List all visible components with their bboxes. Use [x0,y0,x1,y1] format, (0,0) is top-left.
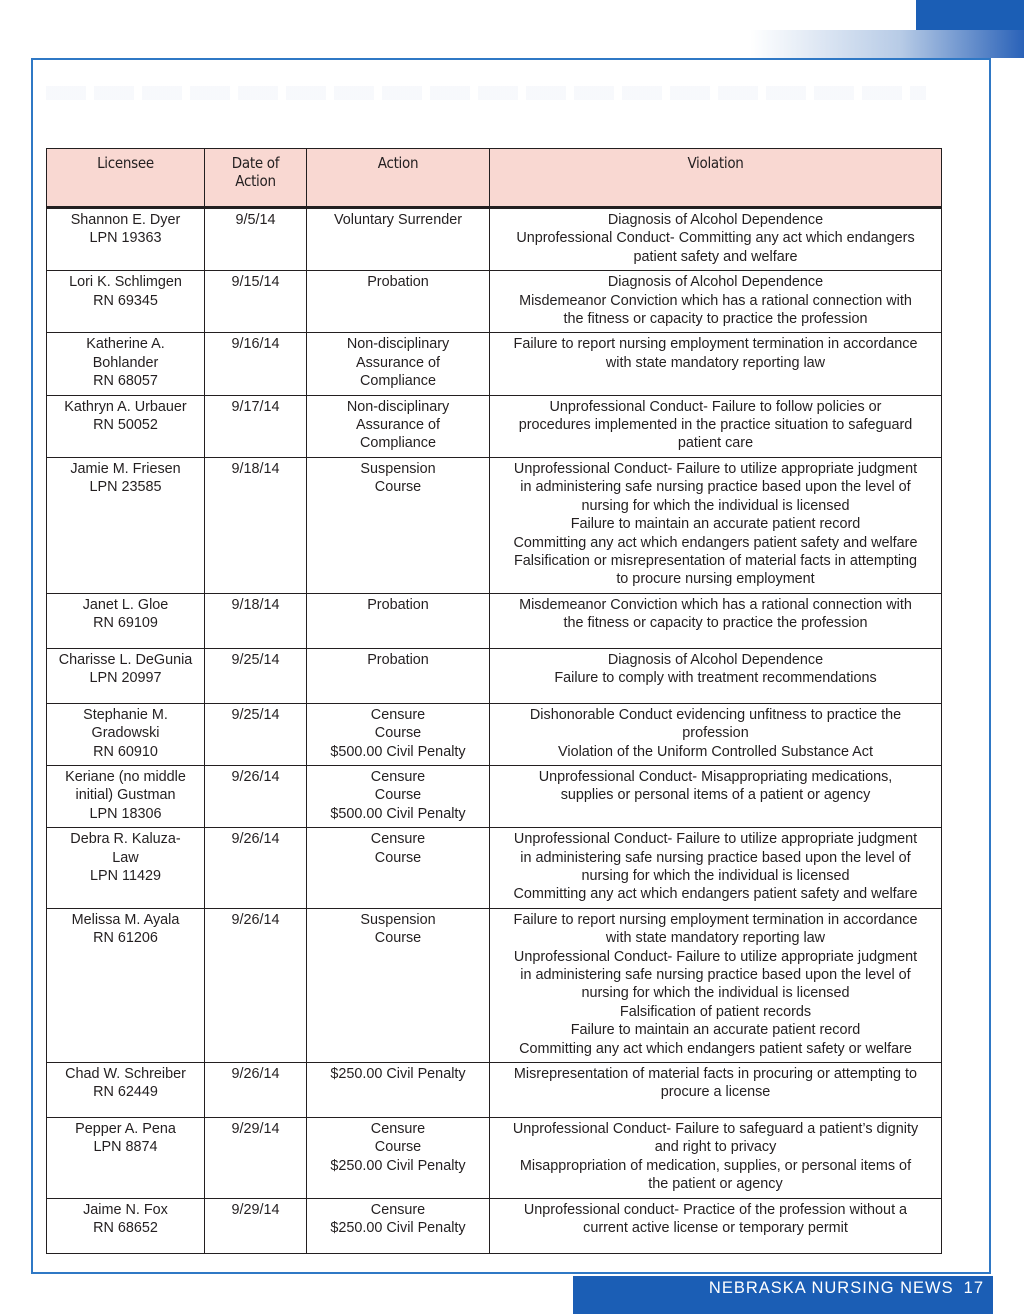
licensee-line: LPN 8874 [93,1139,158,1156]
licensee-cell [47,1198,205,1253]
violation-cell [490,395,942,457]
action-line: Compliance [360,435,436,452]
violation-line: to procure nursing employment [616,571,815,588]
violation-line: with state mandatory reporting law [605,354,826,371]
date-cell: 9/26/14 [205,828,307,909]
header-violation: Violation [490,149,942,208]
licensee-line: Shannon E. Dyer [70,212,181,228]
violation-line: Unprofessional Conduct- Failure to follow policies or [549,398,882,415]
table-row [47,1118,942,1199]
violation-line: procure a license [660,1084,771,1101]
licensee-line: Pepper A. Pena [75,1121,176,1138]
date-cell: 9/5/14 [205,208,307,271]
action-cell [307,395,490,457]
violation-line: Committing any act which endangers patient safety and welfare [513,534,918,551]
table-body [47,208,942,1254]
violation-cell [490,765,942,827]
licensee-cell [47,333,205,395]
action-line: Assurance of [356,417,440,434]
violation-cell [490,1063,942,1118]
violation-cell [490,828,942,909]
violation-line: Falsification or misrepresentation of material facts in attempting [513,552,918,569]
violation-line: Failure to report nursing employment termination in accordance [513,911,918,928]
table-row [47,1198,942,1253]
table-header-row [47,149,942,208]
action-cell [307,908,490,1062]
violation-line: Committing any act which endangers patient safety and welfare [513,886,918,903]
action-cell [307,1118,490,1199]
licensee-cell [47,828,205,909]
action-line: Censure [370,768,426,785]
action-line: $500.00 Civil Penalty [330,805,466,822]
table-row [47,908,942,1062]
action-cell [307,703,490,765]
action-line: Censure [370,1121,426,1138]
violation-line: Falsification of patient records [619,1003,812,1020]
action-cell [307,648,490,703]
action-line: Course [374,930,422,947]
date-cell: 9/26/14 [205,1063,307,1118]
violation-line: Diagnosis of Alcohol Dependence [607,212,824,228]
violation-line: Misdemeanor Conviction which has a rational connection with [519,596,912,613]
licensee-cell [47,1118,205,1199]
licensee-line: LPN 19363 [89,230,162,247]
licensee-line: Law [112,849,139,866]
violation-line: Unprofessional Conduct- Failure to utilize appropriate judgment [513,948,918,965]
header-action: Action [307,149,490,208]
violation-line: with state mandatory reporting law [605,930,826,947]
date-cell: 9/25/14 [205,703,307,765]
date-cell: 9/29/14 [205,1198,307,1253]
violation-cell [490,1118,942,1199]
date-cell: 9/26/14 [205,765,307,827]
violation-cell [490,271,942,333]
violation-line: nursing for which the individual is licensed [581,985,850,1002]
violation-line: Failure to report nursing employment termination in accordance [513,336,918,353]
publication-name: NEBRASKA NURSING NEWS [708,1279,954,1297]
action-line: Course [374,1139,422,1156]
action-line: Censure [370,831,426,848]
violation-cell [490,593,942,648]
header-date-of-action [205,149,307,208]
violation-line: procedures implemented in the practice situation to safeguard [518,417,913,434]
table-row [47,648,942,703]
table-row [47,1063,942,1118]
violation-line: Unprofessional Conduct- Failure to utilize appropriate judgment [513,460,918,477]
licensee-line: Chad W. Schreiber [65,1066,186,1083]
licensee-line: RN 61206 [93,930,158,947]
table-row [47,457,942,593]
licensee-cell [47,271,205,333]
action-line: Compliance [360,373,436,390]
licensee-cell [47,593,205,648]
action-line: Voluntary Surrender [334,212,462,228]
top-gradient-decoration [750,30,1024,58]
violation-line: supplies or personal items of a patient or agency [560,787,871,804]
violation-line: Diagnosis of Alcohol Dependence [607,651,824,668]
licensee-cell [47,648,205,703]
licensee-line: Debra R. Kaluza- [70,831,181,848]
violation-line: patient safety and welfare [633,248,798,265]
violation-line: Unprofessional Conduct- Committing any act which endangers [516,230,915,247]
licensee-line: RN 50052 [93,417,158,434]
action-line: $250.00 Civil Penalty [330,1066,466,1083]
licensee-line: RN 69345 [93,292,158,309]
violation-cell [490,908,942,1062]
action-cell [307,765,490,827]
licensee-line: RN 60910 [93,743,158,760]
licensee-cell [47,457,205,593]
action-cell [307,208,490,271]
action-line: Suspension [360,911,436,928]
licensee-cell [47,208,205,271]
violation-line: patient care [677,435,754,452]
violation-cell [490,457,942,593]
violation-line: Failure to maintain an accurate patient record [570,1022,861,1039]
licensee-line: LPN 23585 [89,479,162,496]
violation-line: the fitness or capacity to practice the profession [563,615,868,632]
date-cell: 9/18/14 [205,593,307,648]
date-cell: 9/17/14 [205,395,307,457]
licensee-cell [47,395,205,457]
licensee-line: RN 68652 [93,1220,158,1237]
violation-cell [490,648,942,703]
violation-line: profession [682,725,749,742]
licensee-line: Jaime N. Fox [83,1201,168,1218]
table-row [47,208,942,271]
violation-line: Committing any act which endangers patient safety or welfare [519,1040,912,1057]
violation-line: Misrepresentation of material facts in procuring or attempting to [513,1066,918,1083]
faint-title-band [46,86,926,100]
licensee-line: LPN 20997 [89,670,162,687]
action-line: $250.00 Civil Penalty [330,1157,466,1174]
date-cell: 9/26/14 [205,908,307,1062]
action-line: Course [374,849,422,866]
licensee-line: Bohlander [92,354,159,371]
action-cell [307,457,490,593]
action-cell [307,271,490,333]
action-line: Course [374,725,422,742]
header-date-line2: Action [235,172,276,191]
violation-line: in administering safe nursing practice based upon the level of [520,967,911,983]
violation-line: Unprofessional Conduct- Failure to safeguard a patient’s dignity [512,1121,919,1138]
licensee-line: Kathryn A. Urbauer [64,398,187,415]
action-line: Assurance of [356,354,440,371]
violation-line: current active license or temporary permit [583,1220,848,1237]
action-line: Probation [367,651,429,668]
date-cell: 9/29/14 [205,1118,307,1199]
licensee-cell [47,908,205,1062]
violation-line: in administering safe nursing practice based upon the level of [520,849,911,866]
action-line: $500.00 Civil Penalty [330,743,466,760]
licensee-cell [47,703,205,765]
action-line: Probation [367,596,429,613]
action-cell [307,1063,490,1118]
page-number: 17 [963,1279,984,1297]
date-cell: 9/25/14 [205,648,307,703]
violation-line: Failure to comply with treatment recommendations [554,670,877,687]
action-line: Suspension [360,460,436,477]
licensee-cell [47,765,205,827]
violation-line: Misappropriation of medication, supplies, or personal items of [519,1157,912,1174]
table-row [47,333,942,395]
action-line: Censure [370,1201,426,1218]
table-row [47,271,942,333]
violation-cell [490,703,942,765]
table-row [47,395,942,457]
violation-line: and right to privacy [654,1139,777,1156]
violation-line: the fitness or capacity to practice the profession [563,311,868,328]
footer-text [709,1279,984,1298]
violation-cell [490,1198,942,1253]
violation-line: Unprofessional conduct- Practice of the profession without a [523,1201,908,1218]
licensee-line: Jamie M. Friesen [70,460,181,477]
action-line: Probation [367,274,429,291]
licensee-line: RN 62449 [93,1084,158,1101]
licensee-line: LPN 11429 [90,867,161,884]
licensee-line: Charisse L. DeGunia [58,651,193,668]
violation-line: the patient or agency [648,1176,783,1193]
violation-cell [490,208,942,271]
header-licensee: Licensee [47,149,205,208]
violation-line: Diagnosis of Alcohol Dependence [607,274,824,291]
licensee-line: Gradowski [91,725,160,742]
licensee-line: Janet L. Gloe [82,596,169,613]
action-cell [307,333,490,395]
table-row [47,765,942,827]
violation-line: Unprofessional Conduct- Failure to utilize appropriate judgment [513,831,918,848]
table-row [47,593,942,648]
licensee-line: Stephanie M. [83,706,168,723]
licensee-line: Keriane (no middle [65,768,186,785]
licensee-cell [47,1063,205,1118]
action-cell [307,1198,490,1253]
licensee-line: Lori K. Schlimgen [69,274,182,291]
violation-line: Misdemeanor Conviction which has a rational connection with [519,292,912,309]
licensee-line: LPN 18306 [89,805,162,822]
violation-line: Failure to maintain an accurate patient record [570,516,861,533]
action-line: Course [374,787,422,804]
table-row [47,703,942,765]
action-line: Course [374,479,422,496]
violation-line: in administering safe nursing practice based upon the level of [520,479,911,496]
violation-line: Violation of the Uniform Controlled Substance Act [558,743,873,760]
violation-line: nursing for which the individual is licensed [581,867,850,884]
date-cell: 9/16/14 [205,333,307,395]
licensee-line: RN 68057 [93,373,158,390]
licensee-line: Melissa M. Ayala [71,911,180,928]
date-cell: 9/15/14 [205,271,307,333]
action-cell [307,828,490,909]
action-line: $250.00 Civil Penalty [330,1220,466,1237]
violation-line: nursing for which the individual is licensed [581,497,850,514]
action-line: Non-disciplinary [346,398,450,415]
header-date-line1: Date of [231,154,280,172]
violation-line: Dishonorable Conduct evidencing unfitness to practice the [529,706,902,723]
violation-cell [490,333,942,395]
date-cell: 9/18/14 [205,457,307,593]
licensee-line: Katherine A. [86,336,165,353]
action-line: Censure [370,706,426,723]
action-line: Non-disciplinary [346,336,450,353]
top-blue-block [916,0,1024,30]
licensee-line: RN 69109 [93,615,158,632]
disciplinary-actions-table [46,148,942,1254]
table-row [47,828,942,909]
violation-line: Unprofessional Conduct- Misappropriating medications, [538,768,893,785]
action-cell [307,593,490,648]
licensee-line: initial) Gustman [75,787,176,804]
